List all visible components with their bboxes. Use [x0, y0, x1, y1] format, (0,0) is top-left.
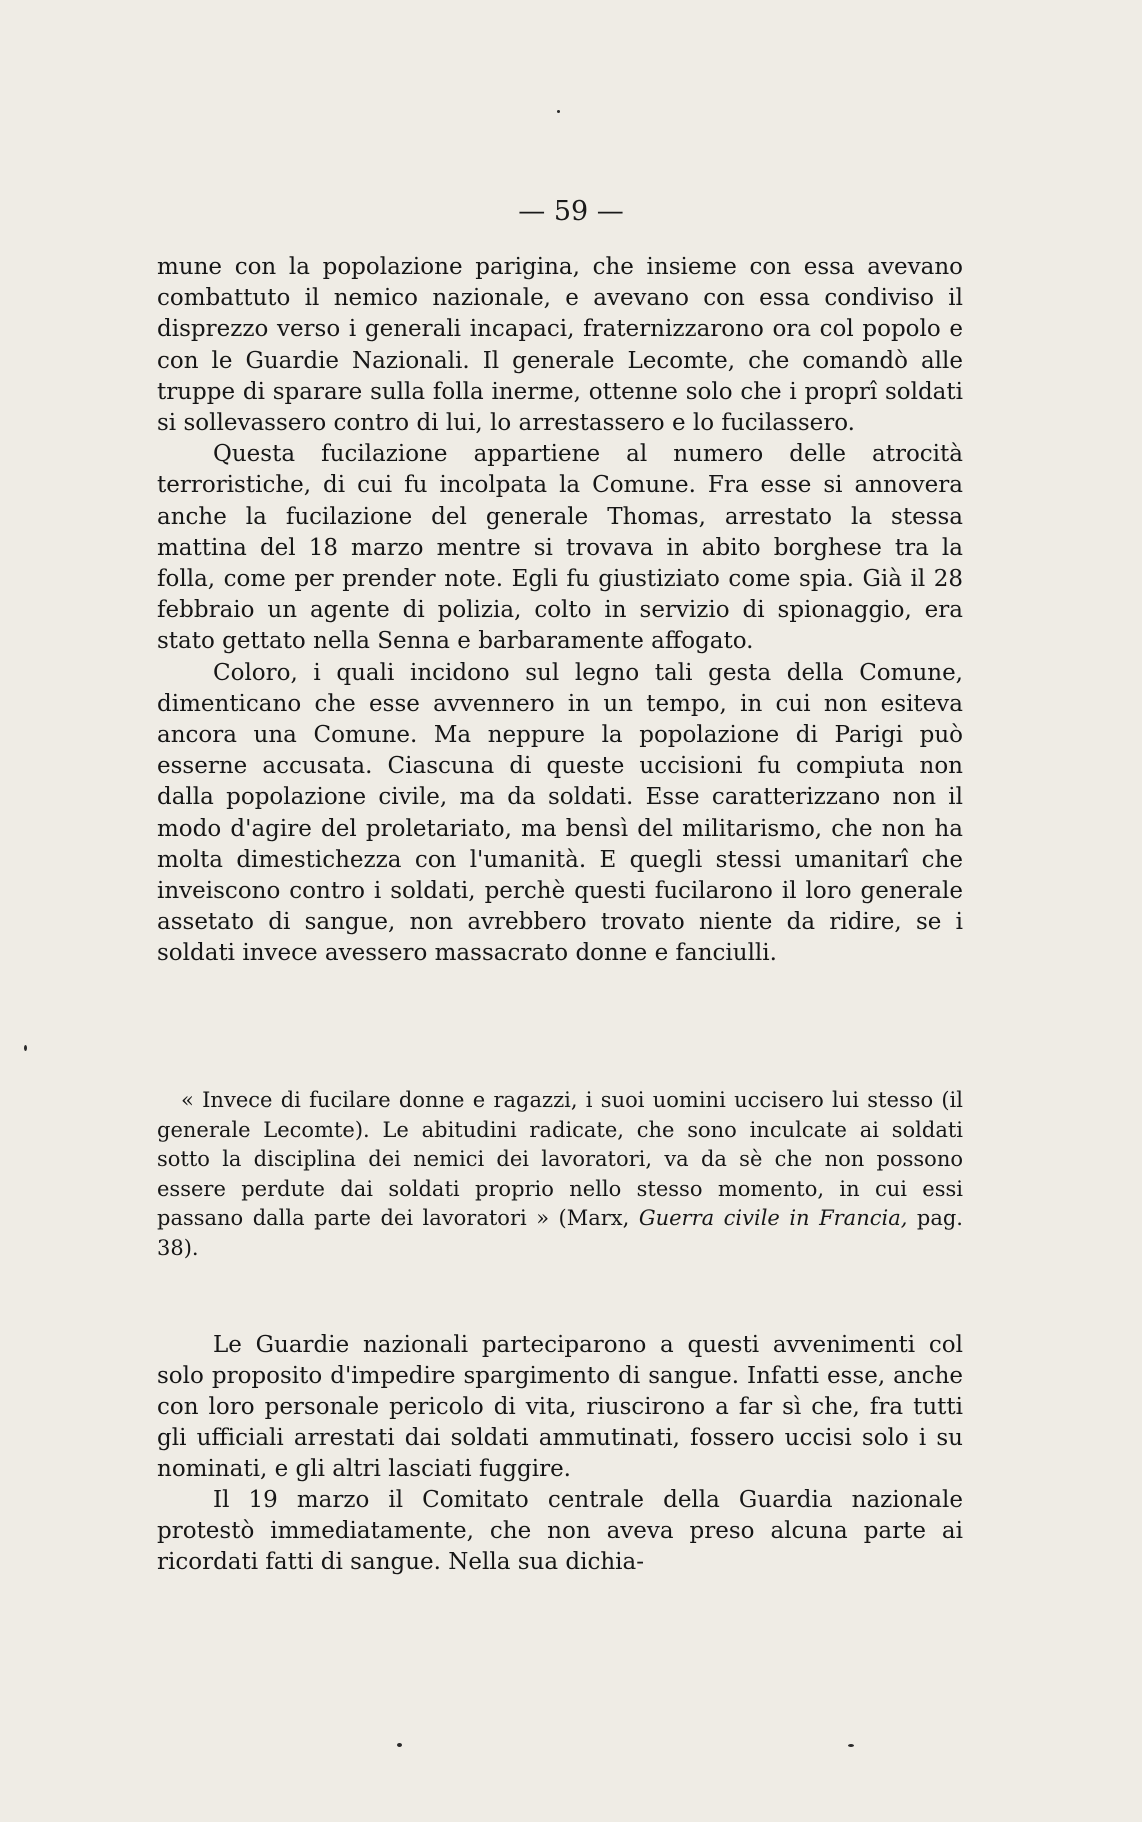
paper-speck [557, 110, 560, 113]
continuation-text [157, 1330, 963, 1578]
page-number: — 59 — [518, 196, 624, 227]
quotation-work-title: Guerra civile in Francia, [638, 1206, 908, 1230]
paragraph-3: Coloro, i quali incidono sul legno tali gesta della Comune, dimenticano che esse avvennero in un tempo, in cui non esiteva ancora una Comune. Ma neppure la popolazione di Parigi può esserne accusata. Ciascuna di queste uccisioni fu compiuta non dalla popolazione civile, ma da soldati. Esse caratterizzano non il modo d'agire del proletariato, ma bensì del militarismo, che non ha molta dimestichezza con l'umanità. E quegli stessi umanitarî che inveiscono contro i soldati, perchè questi fucilarono il loro generale assetato di sangue, non avrebbero trovato niente da ridire, se i soldati invece avessero massacrato donne e fanciulli. [157, 659, 963, 967]
main-text [157, 252, 963, 970]
paragraph-5: Il 19 marzo il Comitato centrale della Guardia nazionale protestò immediatamente, che non aveva preso alcuna parte ai ricordati fatti di sangue. Nella sua dichia- [157, 1487, 963, 1575]
quotation-page-ref: pag. 38). [157, 1206, 963, 1260]
paper-speck [24, 1045, 27, 1051]
paper-speck [397, 1743, 402, 1747]
quotation-text: « Invece di fucilare donne e ragazzi, i suoi uomini uccisero lui stesso (il generale Lecomte). Le abitudini radicate, che sono inculcate ai soldati sotto la disciplina dei nemici dei lavoratori, va da sè che non possono essere perdute dai soldati proprio nello stesso momento, in cui essi passano dalla parte dei lavoratori » (Marx, [157, 1088, 963, 1230]
paragraph-2: Questa fucilazione appartiene al numero delle atrocità terroristiche, di cui fu incolpata la Comune. Fra esse si annovera anche la fucilazione del generale Thomas, arrestato la stessa mattina del 18 marzo mentre si trovava in abito borghese tra la folla, come per prender note. Egli fu giustiziato come spia. Già il 28 febbraio un agente di polizia, colto in servizio di spionaggio, era stato gettato nella Senna e barbaramente affogato. [157, 441, 963, 655]
quotation-paragraph [157, 1086, 963, 1263]
paper-speck [848, 1744, 854, 1747]
paragraph-4: Le Guardie nazionali parteciparono a questi avvenimenti col solo proposito d'impedire spargimento di sangue. Infatti esse, anche con loro personale pericolo di vita, riuscirono a far sì che, fra tutti gli ufficiali arrestati dai soldati ammutinati, fossero uccisi solo i su nominati, e gli altri lasciati fuggire. [157, 1332, 963, 1482]
paragraph-1: mune con la popolazione parigina, che insieme con essa avevano combattuto il nemico nazionale, e avevano con essa condiviso il disprezzo verso i generali incapaci, fraternizzarono ora col popolo e con le Guardie Nazionali. Il generale Lecomte, che comandò alle truppe di sparare sulla folla inerme, ottenne solo che i proprî soldati si sollevassero contro di lui, lo arrestassero e lo fucilassero. [157, 254, 963, 437]
marx-quotation [157, 1086, 963, 1263]
